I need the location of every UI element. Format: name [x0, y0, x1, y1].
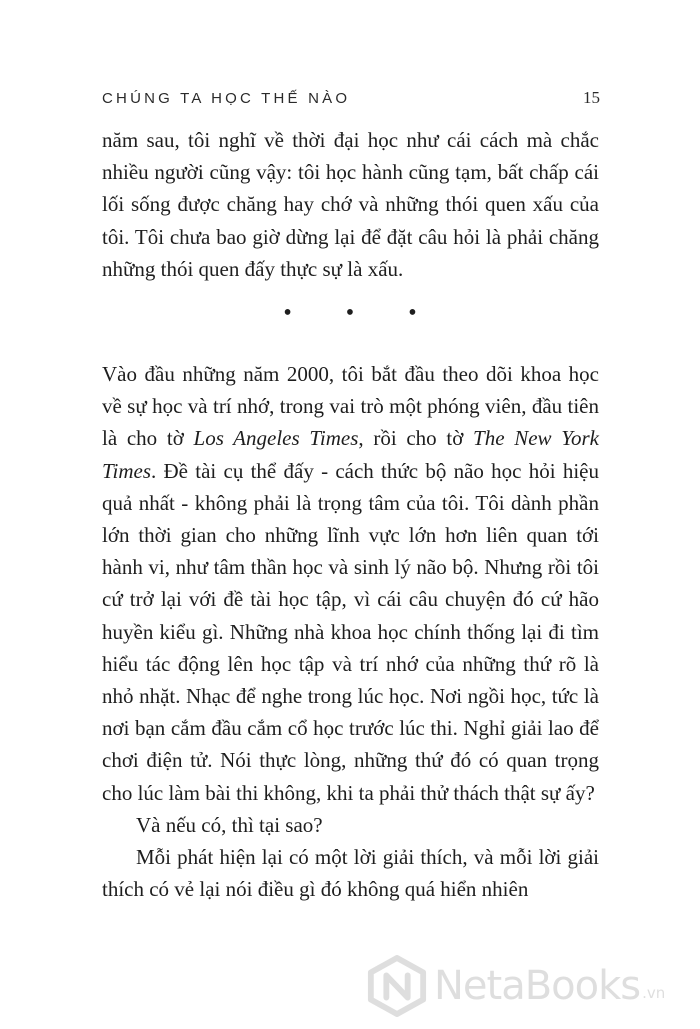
main-paragraph-text-3: . Đề tài cụ thể đấy - cách thức bộ não học hỏi hiệu quả nhất - không phải là trọng tâm của tôi. Tôi dành phần lớn thời gian cho những lĩnh vực lớn hơn liên quan tới hành vi, như tâm thần học và sinh lý não bộ. Nhưng rồi tôi cứ trở lại với đề tài học tập, vì cái câu chuyện đó cứ hão huyền kiểu gì. Những nhà khoa học chính thống lại đi tìm hiểu tác động lên học tập và trí nhớ của những thứ rõ là nhỏ nhặt. Nhạc để nghe trong lúc học. Nơi ngồi học, tức là nơi bạn cắm đầu cắm cổ học trước lúc thi. Nghỉ giải lao để chơi điện tử. Nói thực lòng, những thứ đó có quan trọng cho lúc làm bài thi không, khi ta phải thử thách thật sự ấy?: [102, 458, 599, 805]
netabooks-logo-icon: [366, 955, 428, 1017]
running-head: [102, 88, 600, 108]
watermark-brand: NetaBooks: [434, 963, 641, 1009]
watermark-suffix: .vn: [642, 984, 666, 1002]
section-break-ornament: • • •: [283, 300, 441, 326]
netabooks-watermark: [366, 954, 696, 1018]
main-paragraph-text-1: Vào đầu những năm 2000, tôi bắt đầu theo dõi khoa học về sự học và trí nhớ, trong vai trò một phóng viên, đầu tiên là cho tờ: [102, 362, 599, 451]
final-paragraph: Mỗi phát hiện lại có một lời giải thích, và mỗi lời giải thích có vẻ lại nói điều gì đó không quá hiển nhiên: [102, 845, 599, 902]
main-paragraph-text-2: , rồi cho tờ: [358, 426, 474, 451]
top-text-block: [102, 124, 599, 285]
question-paragraph: Và nếu có, thì tại sao?: [136, 812, 323, 837]
publication-title-la-times: Los Angeles Times: [193, 426, 359, 451]
page-number: 15: [583, 88, 600, 107]
running-title: CHÚNG TA HỌC THẾ NÀO: [102, 90, 351, 107]
main-text-block: [102, 358, 599, 905]
publication-title-ny-times: The New York Times: [102, 426, 599, 483]
main-paragraph: [102, 358, 599, 809]
continued-paragraph: năm sau, tôi nghĩ về thời đại học như cái cách mà chắc nhiều người cũng vậy: tôi học hành cũng tạm, bất chấp cái lối sống được chăng hay chớ và những thói quen xấu của tôi. Tôi chưa bao giờ dừng lại để đặt câu hỏi là phải chăng những thói quen đấy thực sự là xấu.: [102, 128, 599, 281]
